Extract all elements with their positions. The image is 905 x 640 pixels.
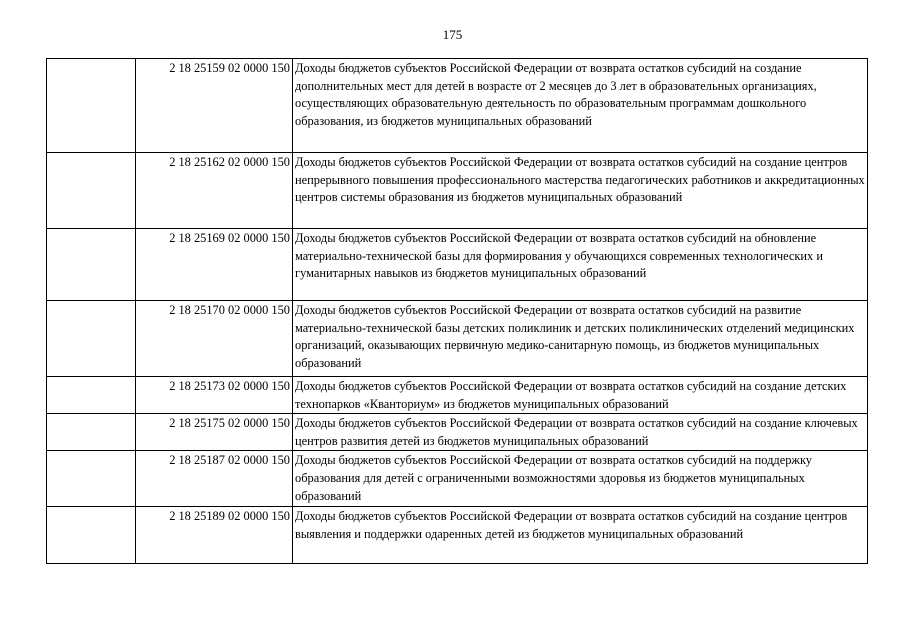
admin-code-cell [47,377,136,414]
budget-code-cell: 2 18 25169 02 0000 150 [136,229,293,301]
table-row [47,301,868,377]
table-row [47,377,868,414]
description-cell: Доходы бюджетов субъектов Российской Федерации от возврата остатков субсидий на создание центров непрерывного повышения профессионального мастерства педагогических работников и аккредитационных центров системы образования из бюджетов муниципальных образований [293,153,868,229]
admin-code-cell [47,451,136,507]
admin-code-cell [47,301,136,377]
description-cell: Доходы бюджетов субъектов Российской Федерации от возврата остатков субсидий на развитие материально-технической базы детских поликлиник и детских поликлинических отделений медицинских организаций, оказывающих первичную медико-санитарную помощь, из бюджетов муниципальных образований [293,301,868,377]
admin-code-cell [47,229,136,301]
description-cell: Доходы бюджетов субъектов Российской Федерации от возврата остатков субсидий на поддержку образования для детей с ограниченными возможностями здоровья из бюджетов муниципальных образований [293,451,868,507]
budget-code-cell: 2 18 25162 02 0000 150 [136,153,293,229]
description-cell: Доходы бюджетов субъектов Российской Федерации от возврата остатков субсидий на обновление материально-технической базы для формирования у обучающихся современных технологических и гуманитарных навыков из бюджетов муниципальных образований [293,229,868,301]
budget-code-cell: 2 18 25187 02 0000 150 [136,451,293,507]
table-row [47,59,868,153]
table-row [47,507,868,564]
admin-code-cell [47,507,136,564]
admin-code-cell [47,414,136,451]
table-row [47,414,868,451]
description-cell: Доходы бюджетов субъектов Российской Федерации от возврата остатков субсидий на создание ключевых центров развития детей из бюджетов муниципальных образований [293,414,868,451]
revenue-classification-table [46,58,868,564]
budget-code-cell: 2 18 25175 02 0000 150 [136,414,293,451]
table-row [47,153,868,229]
budget-code-cell: 2 18 25189 02 0000 150 [136,507,293,564]
admin-code-cell [47,59,136,153]
page-number: 175 [442,27,463,42]
description-cell: Доходы бюджетов субъектов Российской Федерации от возврата остатков субсидий на создание центров выявления и поддержки одаренных детей из бюджетов муниципальных образований [293,507,868,564]
budget-code-cell: 2 18 25159 02 0000 150 [136,59,293,153]
description-cell: Доходы бюджетов субъектов Российской Федерации от возврата остатков субсидий на создание детских технопарков «Кванториум» из бюджетов муниципальных образований [293,377,868,414]
budget-code-cell: 2 18 25173 02 0000 150 [136,377,293,414]
description-cell: Доходы бюджетов субъектов Российской Федерации от возврата остатков субсидий на создание дополнительных мест для детей в возрасте от 2 месяцев до 3 лет в образовательных организациях, осуществляющих образовательную деятельность по образовательным программам дошкольного образования, из бюджетов муниципальных образований [293,59,868,153]
table-row [47,229,868,301]
table-row [47,451,868,507]
budget-code-cell: 2 18 25170 02 0000 150 [136,301,293,377]
admin-code-cell [47,153,136,229]
